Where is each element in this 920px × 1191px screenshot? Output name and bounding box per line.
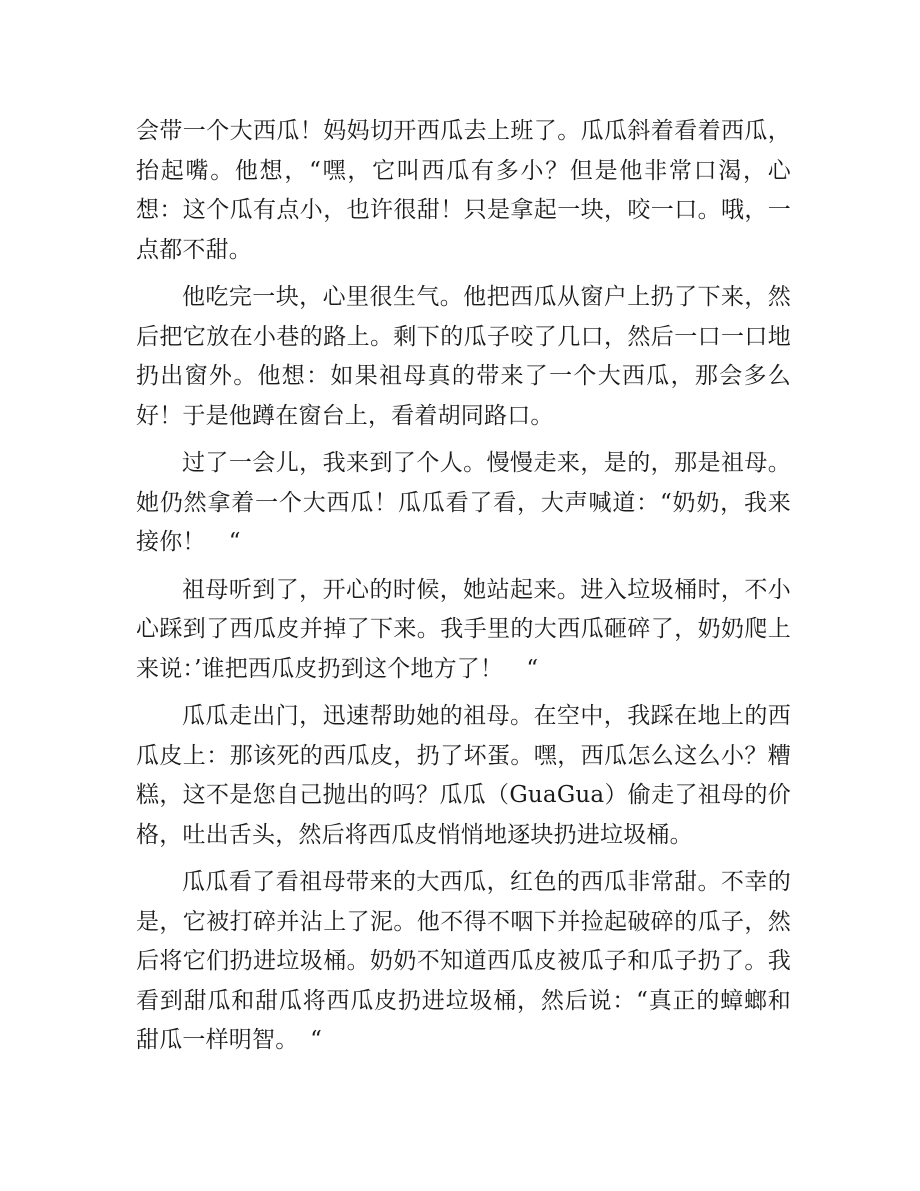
paragraph-6: 瓜瓜看了看祖母带来的大西瓜，红色的西瓜非常甜。不幸的是，它被打碎并沾上了泥。他不得不咽下并捡起破碎的瓜子，然后将它们扔进垃圾桶。奶奶不知道西瓜皮被瓜子和瓜子扔了。我看到甜瓜和甜瓜将西瓜皮扔进垃圾桶，然后说：“真正的蟑螂和甜瓜一样明智。 “ [136,869,791,1053]
body-text [136,112,791,1069]
paragraph-3: 过了一会儿，我来到了个人。慢慢走来，是的，那是祖母。她仍然拿着一个大西瓜！瓜瓜看了看，大声喊道：“奶奶，我来接你！ “ [136,450,791,555]
paragraph-4: 祖母听到了，开心的时候，她站起来。进入垃圾桶时，不小心踩到了西瓜皮并掉了下来。我手里的大西瓜砸碎了，奶奶爬上来说：’谁把西瓜皮扔到这个地方了！ “ [136,576,791,682]
paragraph-5: 瓜瓜走出门，迅速帮助她的祖母。在空中，我踩在地上的西瓜皮上：那该死的西瓜皮，扔了坏蛋。嘿，西瓜怎么这么小？糟糕，这不是您自己抛出的吗？瓜瓜（GuaGua）偷走了祖母的价格，吐出舌头，然后将西瓜皮悄悄地逐块扔进垃圾桶。 [136,703,791,848]
paragraph-1: 会带一个大西瓜！妈妈切开西瓜去上班了。瓜瓜斜着看着西瓜，抬起嘴。他想，“嘿，它叫西瓜有多小？但是他非常口渴，心想：这个瓜有点小，也许很甜！只是拿起一块，咬一口。哦，一点都不甜。 [136,118,791,263]
paragraph-2: 他吃完一块，心里很生气。他把西瓜从窗户上扔了下来，然后把它放在小巷的路上。剩下的瓜子咬了几口，然后一口一口地扔出窗外。他想：如果祖母真的带来了一个大西瓜，那会多么好！于是他蹲在窗台上，看着胡同路口。 [136,284,791,429]
